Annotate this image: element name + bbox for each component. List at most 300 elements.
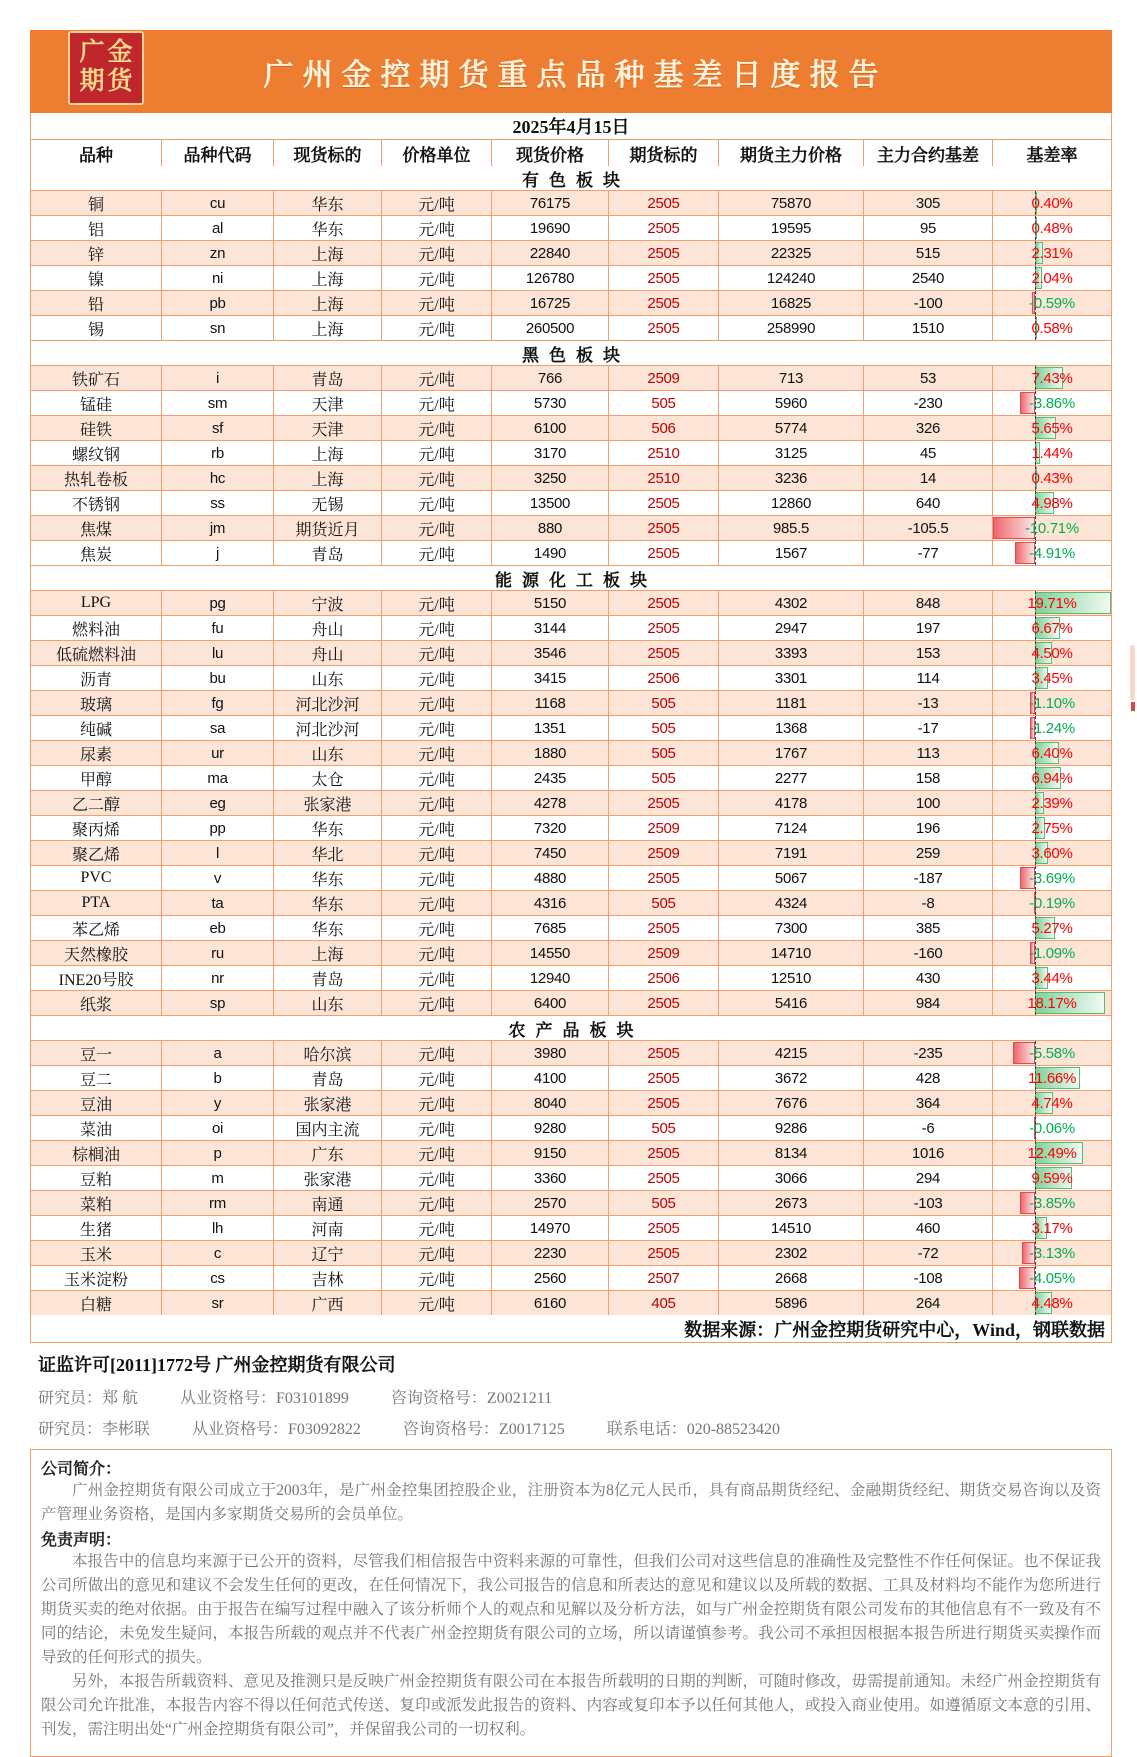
cell-spot-price: 14550	[491, 941, 608, 965]
cell-variety: 热轧卷板	[31, 466, 161, 490]
cell-spot-price: 5150	[491, 591, 608, 615]
cell-variety: PVC	[80, 869, 112, 886]
report-date: 2025年4月15日	[512, 117, 630, 137]
cell-variety: 低硫燃料油	[31, 641, 161, 665]
cell-unit: 元/吨	[381, 616, 491, 640]
cell-basis-rate	[992, 266, 1111, 290]
researcher-segment: 咨询资格号：Z0017125	[402, 1421, 565, 1438]
cell-futures-price: 75870	[718, 191, 863, 215]
cell-code: v	[161, 866, 273, 890]
cell-variety: 豆粕	[79, 1171, 112, 1189]
cell-spot-target: 青岛	[273, 966, 381, 990]
cell-code: hc	[161, 466, 273, 490]
cell-basis-rate	[992, 391, 1111, 415]
cell-spot-target: 天津	[273, 416, 381, 440]
cell-unit: 元/吨	[381, 1266, 491, 1290]
cell-code: y	[161, 1091, 273, 1115]
cell-futures-price: 4215	[718, 1041, 863, 1065]
researcher-segment: 从业资格号：F03101899	[180, 1390, 349, 1407]
basis-rate-value: 6.94%	[1031, 769, 1073, 787]
cell-futures-target: 2509	[608, 816, 718, 840]
table-row	[31, 940, 1111, 965]
cell-spot-price: 7450	[491, 841, 608, 865]
cell-futures-target: 2509	[608, 941, 718, 965]
cell-futures-target: 506	[608, 416, 718, 440]
cell-spot-target: 山东	[273, 666, 381, 690]
cell-spot-price: 3170	[491, 441, 608, 465]
cell-futures-price: 16825	[718, 291, 863, 315]
cell-variety: 棕榈油	[31, 1141, 161, 1165]
cell-futures-target: 2505	[608, 1041, 718, 1065]
basis-rate-value: 11.66%	[1028, 1069, 1076, 1087]
cell-basis: 428	[863, 1066, 992, 1090]
cell-spot-price: 6160	[491, 1291, 608, 1315]
cell-variety: 生猪	[79, 1221, 112, 1239]
cell-basis: 294	[863, 1166, 992, 1190]
cell-spot-target: 国内主流	[273, 1116, 381, 1140]
cell-futures-price: 22325	[718, 241, 863, 265]
cell-spot-price: 3360	[491, 1166, 608, 1190]
cell-futures-target: 2505	[608, 216, 718, 240]
report-header-band	[30, 30, 1112, 113]
cell-variety: 螺纹钢	[71, 446, 120, 464]
cell-basis-rate	[992, 1066, 1111, 1090]
cell-futures-price: 5896	[718, 1291, 863, 1315]
cell-spot-price: 7320	[491, 816, 608, 840]
cell-basis-rate	[992, 716, 1111, 740]
table-row	[31, 1290, 1111, 1315]
column-header: 品种代码	[161, 140, 273, 166]
cell-basis: -160	[863, 941, 992, 965]
cell-futures-price: 9286	[718, 1116, 863, 1140]
cell-code: m	[161, 1166, 273, 1190]
cell-unit: 元/吨	[381, 816, 491, 840]
cell-spot-target: 青岛	[273, 541, 381, 565]
table-row	[31, 640, 1111, 665]
column-header: 期货主力价格	[718, 140, 863, 166]
researcher-segment: 咨询资格号：Z0021211	[390, 1390, 553, 1407]
cell-code: nr	[161, 966, 273, 990]
company-info-box	[30, 1449, 1112, 1757]
cell-spot-price: 2560	[491, 1266, 608, 1290]
cell-code: rb	[161, 441, 273, 465]
researcher-segment: 研究员：李彬联	[38, 1421, 151, 1438]
table-row	[31, 990, 1111, 1015]
cell-basis-rate	[992, 1141, 1111, 1165]
basis-rate-value: 0.58%	[1031, 319, 1073, 337]
table-row	[31, 615, 1111, 640]
cell-code: ss	[161, 491, 273, 515]
cell-basis-rate	[992, 1191, 1111, 1215]
table-row	[31, 440, 1111, 465]
table-row	[31, 740, 1111, 765]
disclaimer-text	[41, 1550, 1101, 1742]
cell-basis-rate	[992, 791, 1111, 815]
cell-futures-target: 505	[608, 891, 718, 915]
table-row	[31, 265, 1111, 290]
cell-basis: 113	[863, 741, 992, 765]
cell-code: pg	[161, 591, 273, 615]
cell-unit: 元/吨	[381, 1191, 491, 1215]
cell-unit: 元/吨	[381, 291, 491, 315]
basis-rate-value: 1.44%	[1031, 444, 1073, 462]
cell-variety: LPG	[31, 591, 161, 615]
cell-spot-target: 舟山	[273, 641, 381, 665]
cell-futures-price: 1767	[718, 741, 863, 765]
cell-futures-price: 5067	[718, 866, 863, 890]
cell-spot-price: 6400	[491, 991, 608, 1015]
cell-variety: 铝	[87, 221, 104, 239]
cell-spot-target: 华东	[273, 891, 381, 915]
column-header: 主力合约基差	[863, 140, 992, 166]
cell-futures-price: 3066	[718, 1166, 863, 1190]
cell-spot-target: 青岛	[273, 1066, 381, 1090]
cell-basis: -6	[863, 1116, 992, 1140]
cell-variety: 纸浆	[31, 991, 161, 1015]
cell-basis-rate	[992, 491, 1111, 515]
cell-futures-target: 2505	[608, 991, 718, 1015]
cell-code: ta	[161, 891, 273, 915]
disclaimer-paragraph: 本报告中的信息均来源于已公开的资料，尽管我们相信报告中资料来源的可靠性，但我们公司对这些信息的准确性及完整性不作任何保证。也不保证我公司所做出的意见和建议不会发生任何的更改，在任何情况下，我公司报告的信息和所表达的意见和建议以及所载的数据、工具及材料均不能作为您所进行期货买卖的绝对依据。由于报告在编写过程中融入了该分析师个人的观点和见解以及分析方法，如与广州金控期货有限公司发布的其他信息有不一致及有不同的结论，未免发生疑问，本报告所载的观点并不代表广州金控期货有限公司的立场，所以请谨慎参考。我公司不承担因根据本报告所进行期货买卖操作而导致的任何形式的损失。	[41, 1553, 1101, 1667]
cell-futures-price: 4324	[718, 891, 863, 915]
table-date-row	[31, 113, 1111, 139]
table-row	[31, 715, 1111, 740]
cell-unit: 元/吨	[381, 366, 491, 390]
basis-rate-value: 4.98%	[1031, 494, 1073, 512]
table-row	[31, 415, 1111, 440]
cell-basis-rate	[992, 1041, 1111, 1065]
cell-futures-price: 3393	[718, 641, 863, 665]
cell-futures-target: 2505	[608, 1141, 718, 1165]
researcher-segment: 研究员：郑 航	[38, 1390, 139, 1407]
table-row	[31, 765, 1111, 790]
table-row	[31, 1265, 1111, 1290]
table-row	[31, 665, 1111, 690]
cell-variety: 菜粕	[31, 1191, 161, 1215]
cell-code: cu	[161, 191, 273, 215]
cell-spot-target: 广东	[273, 1141, 381, 1165]
cell-spot-price: 5730	[491, 391, 608, 415]
cell-variety: 玉米淀粉	[63, 1271, 128, 1289]
cell-unit: 元/吨	[381, 1291, 491, 1315]
cell-spot-target: 河北沙河	[273, 691, 381, 715]
cell-basis-rate	[992, 241, 1111, 265]
company-logo	[68, 31, 144, 105]
cell-spot-target: 天津	[273, 391, 381, 415]
cell-code: fu	[161, 616, 273, 640]
cell-variety: 聚乙烯	[31, 841, 161, 865]
cell-basis-rate	[992, 366, 1111, 390]
cell-code: sn	[161, 316, 273, 340]
cell-spot-price: 260500	[491, 316, 608, 340]
cell-unit: 元/吨	[381, 1241, 491, 1265]
cell-code: zn	[161, 241, 273, 265]
basis-rate-value: 2.31%	[1031, 244, 1073, 262]
cell-variety: 锰硅	[79, 396, 112, 414]
cell-basis-rate	[992, 966, 1111, 990]
table-row	[31, 215, 1111, 240]
cell-basis-rate	[992, 741, 1111, 765]
cell-futures-price: 4302	[718, 591, 863, 615]
cell-basis-rate	[992, 1216, 1111, 1240]
cell-unit: 元/吨	[381, 1091, 491, 1115]
cell-futures-target: 2510	[608, 466, 718, 490]
table-row	[31, 1115, 1111, 1140]
cell-futures-target: 2505	[608, 616, 718, 640]
cell-spot-price: 12940	[491, 966, 608, 990]
cell-unit: 元/吨	[381, 1141, 491, 1165]
cell-unit: 元/吨	[381, 741, 491, 765]
cell-futures-price: 1567	[718, 541, 863, 565]
disclaimer-label: 免责声明：	[41, 1532, 122, 1550]
cell-code: sa	[161, 716, 273, 740]
cell-basis-rate	[992, 1291, 1111, 1315]
scrollbar-thumb[interactable]	[1130, 645, 1135, 700]
cell-variety: 锌	[31, 241, 161, 265]
cell-spot-price: 13500	[491, 491, 608, 515]
cell-code: pp	[161, 816, 273, 840]
cell-variety: 甲醇	[79, 771, 112, 789]
cell-basis-rate	[992, 991, 1111, 1015]
cell-futures-target: 505	[608, 391, 718, 415]
researcher-segment: 从业资格号：F03092822	[192, 1421, 361, 1438]
cell-basis-rate	[992, 1116, 1111, 1140]
cell-basis: 153	[863, 641, 992, 665]
cell-basis: 848	[863, 591, 992, 615]
basis-rate-value: 2.04%	[1031, 269, 1073, 287]
cell-futures-price: 3125	[718, 441, 863, 465]
cell-code: bu	[161, 666, 273, 690]
cell-basis: 1510	[863, 316, 992, 340]
column-header: 基差率	[992, 140, 1111, 166]
cell-basis-rate	[992, 541, 1111, 565]
table-row	[31, 815, 1111, 840]
cell-futures-target: 2505	[608, 1091, 718, 1115]
cell-code: oi	[161, 1116, 273, 1140]
table-row	[31, 840, 1111, 865]
cell-unit: 元/吨	[381, 191, 491, 215]
cell-unit: 元/吨	[381, 441, 491, 465]
cell-basis: 100	[863, 791, 992, 815]
cell-unit: 元/吨	[381, 966, 491, 990]
cell-variety: 锡	[87, 321, 104, 339]
cell-unit: 元/吨	[381, 666, 491, 690]
cell-basis-rate	[992, 1241, 1111, 1265]
cell-basis: 984	[863, 991, 992, 1015]
cell-futures-price: 985.5	[718, 516, 863, 540]
table-row	[31, 365, 1111, 390]
cell-spot-price: 14970	[491, 1216, 608, 1240]
researcher-line	[30, 1416, 1112, 1439]
cell-unit: 元/吨	[381, 491, 491, 515]
cell-variety: 铅	[31, 291, 161, 315]
basis-rate-value: 0.48%	[1031, 219, 1073, 237]
cell-basis: 2540	[863, 266, 992, 290]
cell-basis: -235	[863, 1041, 992, 1065]
cell-spot-target: 吉林	[273, 1266, 381, 1290]
cell-spot-price: 3980	[491, 1041, 608, 1065]
cell-basis: -17	[863, 716, 992, 740]
cell-spot-price: 22840	[491, 241, 608, 265]
cell-variety: 燃料油	[71, 621, 120, 639]
cell-spot-price: 7685	[491, 916, 608, 940]
cell-spot-price: 9280	[491, 1116, 608, 1140]
cell-basis-rate	[992, 891, 1111, 915]
cell-futures-target: 505	[608, 766, 718, 790]
data-source-row	[31, 1315, 1111, 1342]
table-row	[31, 1215, 1111, 1240]
cell-variety: INE20号胶	[58, 971, 134, 989]
cell-spot-price: 880	[491, 516, 608, 540]
basis-rate-value: -0.19%	[1029, 894, 1075, 912]
cell-code: cs	[161, 1266, 273, 1290]
cell-unit: 元/吨	[381, 1166, 491, 1190]
cell-basis-rate	[992, 441, 1111, 465]
cell-futures-target: 2510	[608, 441, 718, 465]
cell-basis: -105.5	[863, 516, 992, 540]
cell-basis: 640	[863, 491, 992, 515]
cell-unit: 元/吨	[381, 991, 491, 1015]
cell-futures-price: 12510	[718, 966, 863, 990]
cell-variety: 铁矿石	[31, 366, 161, 390]
cell-unit: 元/吨	[381, 691, 491, 715]
cell-code: ur	[161, 741, 273, 765]
cell-unit: 元/吨	[381, 216, 491, 240]
basis-rate-value: -4.05%	[1029, 1269, 1075, 1287]
cell-futures-target: 2509	[608, 841, 718, 865]
column-header: 现货价格	[491, 140, 608, 166]
cell-spot-target: 张家港	[273, 1091, 381, 1115]
cell-spot-price: 8040	[491, 1091, 608, 1115]
cell-basis-rate	[992, 591, 1111, 615]
cell-variety: 天然橡胶	[31, 941, 161, 965]
cell-spot-price: 9150	[491, 1141, 608, 1165]
cell-futures-target: 2505	[608, 1241, 718, 1265]
cell-spot-price: 4880	[491, 866, 608, 890]
cell-futures-price: 5960	[718, 391, 863, 415]
cell-basis-rate	[992, 1091, 1111, 1115]
cell-spot-price: 3144	[491, 616, 608, 640]
cell-basis: 264	[863, 1291, 992, 1315]
cell-basis: 114	[863, 666, 992, 690]
cell-spot-price: 3546	[491, 641, 608, 665]
cell-spot-target: 山东	[273, 991, 381, 1015]
table-row	[31, 515, 1111, 540]
cell-basis-rate	[992, 766, 1111, 790]
cell-futures-target: 2505	[608, 866, 718, 890]
cell-spot-target: 华东	[273, 191, 381, 215]
table-row	[31, 1090, 1111, 1115]
report-frame	[30, 30, 1112, 1757]
cell-futures-price: 3672	[718, 1066, 863, 1090]
cell-basis: 53	[863, 366, 992, 390]
cell-basis: -230	[863, 391, 992, 415]
cell-variety: 焦煤	[31, 516, 161, 540]
cell-spot-target: 期货近月	[273, 516, 381, 540]
column-header: 价格单位	[381, 140, 491, 166]
cell-unit: 元/吨	[381, 416, 491, 440]
cell-spot-price: 6100	[491, 416, 608, 440]
basis-rate-value: 19.71%	[1027, 594, 1077, 612]
section-title: 有色板块	[522, 170, 630, 190]
cell-code: sr	[161, 1291, 273, 1315]
table-row	[31, 1140, 1111, 1165]
cell-unit: 元/吨	[381, 1116, 491, 1140]
cell-basis: -8	[863, 891, 992, 915]
cell-basis: -13	[863, 691, 992, 715]
cell-variety: 硅铁	[31, 416, 161, 440]
table-row	[31, 490, 1111, 515]
cell-variety: 豆油	[31, 1091, 161, 1115]
cell-basis: 45	[863, 441, 992, 465]
cell-basis: -77	[863, 541, 992, 565]
cell-spot-price: 2570	[491, 1191, 608, 1215]
cell-futures-price: 258990	[718, 316, 863, 340]
cell-futures-price: 713	[718, 366, 863, 390]
cell-spot-target: 华东	[273, 866, 381, 890]
cell-code: b	[161, 1066, 273, 1090]
cell-futures-target: 2505	[608, 1216, 718, 1240]
basis-rate-value: -1.10%	[1029, 694, 1075, 712]
cell-basis: 326	[863, 416, 992, 440]
cell-futures-price: 8134	[718, 1141, 863, 1165]
cell-code: ma	[161, 766, 273, 790]
cell-futures-target: 2505	[608, 791, 718, 815]
company-profile-text: 广州金控期货有限公司成立于2003年，是广州金控集团控股企业，注册资本为8亿元人民币，具有商品期货经纪、金融期货经纪、期货交易咨询以及资产管理业务资格，是国内多家期货交易所的会员单位。	[41, 1482, 1101, 1524]
cell-unit: 元/吨	[381, 1066, 491, 1090]
cell-futures-price: 19595	[718, 216, 863, 240]
data-source: 数据来源：广州金控期货研究中心，Wind，钢联数据	[684, 1319, 1105, 1340]
cell-unit: 元/吨	[381, 916, 491, 940]
cell-futures-target: 2505	[608, 541, 718, 565]
cell-futures-target: 505	[608, 1116, 718, 1140]
cell-futures-target: 405	[608, 1291, 718, 1315]
cell-futures-target: 2506	[608, 966, 718, 990]
cell-basis: 158	[863, 766, 992, 790]
cell-basis-rate	[992, 1266, 1111, 1290]
cell-basis: -187	[863, 866, 992, 890]
cell-spot-price: 4278	[491, 791, 608, 815]
cell-basis: 197	[863, 616, 992, 640]
table-header-row	[31, 139, 1111, 166]
cell-spot-price: 19690	[491, 216, 608, 240]
cell-spot-target: 舟山	[273, 616, 381, 640]
basis-rate-value: 5.27%	[1031, 919, 1073, 937]
table-row	[31, 1240, 1111, 1265]
table-row	[31, 465, 1111, 490]
cell-spot-target: 哈尔滨	[273, 1041, 381, 1065]
company-profile-label: 公司简介：	[41, 1461, 122, 1478]
cell-futures-target: 2505	[608, 316, 718, 340]
cell-spot-target: 南通	[273, 1191, 381, 1215]
cell-variety: 玉米	[31, 1241, 161, 1265]
cell-unit: 元/吨	[381, 466, 491, 490]
cell-unit: 元/吨	[381, 891, 491, 915]
cell-spot-price: 1880	[491, 741, 608, 765]
cell-basis-rate	[992, 316, 1111, 340]
basis-rate-value: 9.59%	[1031, 1169, 1073, 1187]
cell-futures-price: 7676	[718, 1091, 863, 1115]
basis-rate-value: -3.85%	[1029, 1194, 1075, 1212]
basis-rate-value: -4.91%	[1029, 544, 1075, 562]
cell-futures-target: 2505	[608, 191, 718, 215]
cell-code: c	[161, 1241, 273, 1265]
cell-code: j	[161, 541, 273, 565]
cell-futures-price: 7124	[718, 816, 863, 840]
cell-unit: 元/吨	[381, 866, 491, 890]
cell-futures-target: 2506	[608, 666, 718, 690]
cell-futures-price: 2673	[718, 1191, 863, 1215]
